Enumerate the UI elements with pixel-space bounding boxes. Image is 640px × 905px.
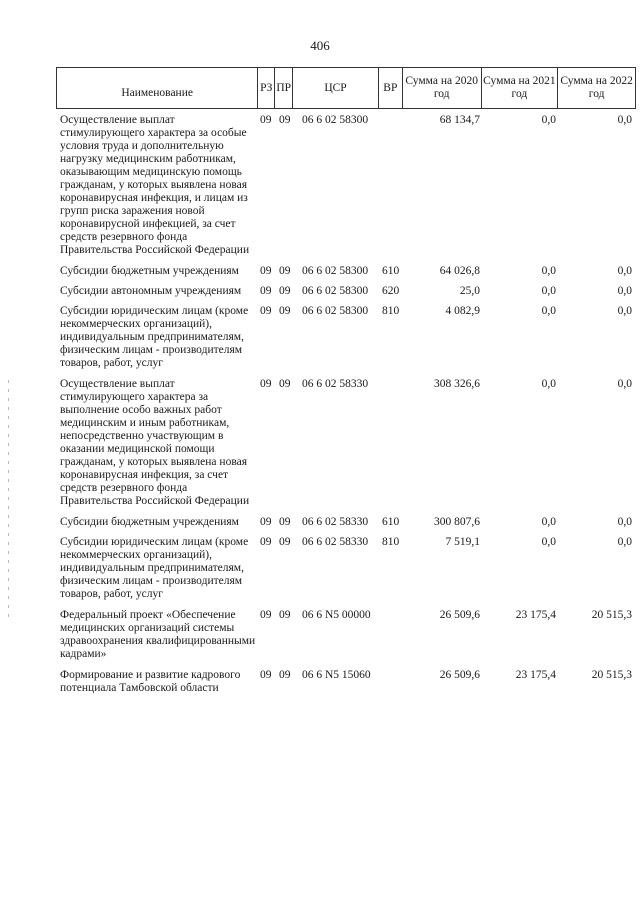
- row-name: Субсидии юридическим лицам (кроме некоммерческих организаций), индивидуальным предпринимателям, физическим лицам - производителям товаров, работ, услуг: [60, 305, 249, 369]
- page-number: 406: [310, 38, 330, 53]
- row-csr: 06 6 02 58330: [302, 378, 369, 390]
- header-sum-2022: Сумма на 2022 год: [560, 75, 633, 100]
- row-vr: 810: [382, 536, 400, 548]
- header-csr: ЦСР: [293, 68, 379, 108]
- row-sum-2020: 300 807,6: [434, 516, 480, 528]
- row-sum-2021: 0,0: [541, 285, 556, 297]
- row-sum-2020: 64 026,8: [439, 265, 480, 277]
- header-vr: ВР: [379, 68, 403, 108]
- header-rz: РЗ: [258, 68, 275, 108]
- row-csr: 06 6 02 58330: [302, 516, 369, 528]
- table-row: [60, 516, 640, 529]
- row-sum-2021: 23 175,4: [515, 669, 556, 681]
- row-sum-2020: 68 134,7: [439, 114, 480, 126]
- row-sum-2020: 308 326,6: [434, 378, 480, 390]
- row-csr: 06 6 02 58300: [302, 305, 369, 317]
- row-sum-2021: 0,0: [541, 265, 556, 277]
- row-sum-2022: 0,0: [617, 305, 632, 317]
- header-sum-2021: Сумма на 2021 год: [482, 68, 559, 108]
- row-pr: 09: [279, 609, 291, 621]
- row-sum-2022: 20 515,3: [591, 609, 632, 621]
- row-sum-2020: 26 509,6: [439, 669, 480, 681]
- row-rz: 09: [260, 536, 272, 548]
- row-name: Федеральный проект «Обеспечение медицинских организаций системы здравоохранения квалифицированными кадрами»: [60, 609, 256, 660]
- row-pr: 09: [279, 114, 291, 126]
- row-rz: 09: [260, 378, 272, 390]
- row-csr: 06 6 N5 00000: [302, 609, 371, 621]
- row-name: Осуществление выплат стимулирующего характера за особые условия труда и дополнительную нагрузку медицинским работникам, оказывающим медицинскую помощь гражданам, у которых выявлена новая коронавирусная инфекция, и лицам из групп риска заражения новой коронавирусной инфекцией, за счет средств резервного фонда Правительства Российской Федерации: [60, 114, 250, 256]
- table-row: [60, 285, 640, 298]
- row-name: Осуществление выплат стимулирующего характера за выполнение особо важных работ медицинским и иным работникам, непосредственно участвующим в оказании медицинской помощи гражданам, у которых выявлена новая коронавирусная инфекция, за счет средств резервного фонда Правительства Российской Федерации: [60, 378, 250, 507]
- scan-edge-mark: [8, 380, 9, 620]
- row-sum-2021: 0,0: [541, 114, 556, 126]
- table-row: [60, 265, 640, 278]
- row-pr: 09: [279, 536, 291, 548]
- row-sum-2021: 23 175,4: [515, 609, 556, 621]
- header-name: Наименование: [57, 68, 258, 108]
- row-rz: 09: [260, 114, 272, 126]
- row-sum-2020: 7 519,1: [445, 536, 480, 548]
- row-sum-2021: 0,0: [541, 378, 556, 390]
- row-sum-2021: 0,0: [541, 536, 556, 548]
- row-pr: 09: [279, 669, 291, 681]
- row-pr: 09: [279, 378, 291, 390]
- header-pr: ПР: [275, 68, 293, 108]
- row-name: Субсидии бюджетным учреждениям: [60, 516, 239, 528]
- table-body: [60, 114, 640, 695]
- row-sum-2022: 0,0: [617, 114, 632, 126]
- row-rz: 09: [260, 669, 272, 681]
- row-pr: 09: [279, 305, 291, 317]
- table-row: [60, 536, 640, 601]
- table-row: [60, 669, 640, 695]
- row-vr: 810: [382, 305, 400, 317]
- row-rz: 09: [260, 265, 272, 277]
- row-rz: 09: [260, 285, 272, 297]
- row-sum-2020: 4 082,9: [445, 305, 480, 317]
- row-csr: 06 6 02 58330: [302, 536, 369, 548]
- row-sum-2022: 0,0: [617, 378, 632, 390]
- table-row: [60, 114, 640, 257]
- row-rz: 09: [260, 305, 272, 317]
- row-sum-2020: 25,0: [459, 285, 480, 297]
- row-sum-2020: 26 509,6: [439, 609, 480, 621]
- row-pr: 09: [279, 285, 291, 297]
- row-sum-2021: 0,0: [541, 516, 556, 528]
- row-csr: 06 6 02 58300: [302, 285, 369, 297]
- row-pr: 09: [279, 516, 291, 528]
- table-row: [60, 609, 640, 661]
- row-sum-2022: 0,0: [617, 265, 632, 277]
- row-vr: 620: [382, 285, 400, 297]
- row-sum-2021: 0,0: [541, 305, 556, 317]
- table-row: [60, 378, 640, 508]
- table-row: [60, 305, 640, 370]
- row-sum-2022: 20 515,3: [591, 669, 632, 681]
- row-pr: 09: [279, 265, 291, 277]
- row-csr: 06 6 02 58300: [302, 114, 369, 126]
- row-vr: 610: [382, 265, 400, 277]
- row-csr: 06 6 02 58300: [302, 265, 369, 277]
- row-csr: 06 6 N5 15060: [302, 669, 371, 681]
- row-vr: 610: [382, 516, 400, 528]
- row-rz: 09: [260, 609, 272, 621]
- row-sum-2022: 0,0: [617, 536, 632, 548]
- row-name: Субсидии бюджетным учреждениям: [60, 265, 239, 277]
- table-header: [56, 67, 636, 109]
- row-rz: 09: [260, 516, 272, 528]
- row-sum-2022: 0,0: [617, 285, 632, 297]
- row-name: Субсидии юридическим лицам (кроме некоммерческих организаций), индивидуальным предпринимателям, физическим лицам - производителям товаров, работ, услуг: [60, 536, 249, 600]
- row-name: Субсидии автономным учреждениям: [60, 285, 242, 297]
- row-sum-2022: 0,0: [617, 516, 632, 528]
- row-name: Формирование и развитие кадрового потенциала Тамбовской области: [60, 669, 241, 694]
- header-sum-2020: Сумма на 2020 год: [403, 68, 482, 108]
